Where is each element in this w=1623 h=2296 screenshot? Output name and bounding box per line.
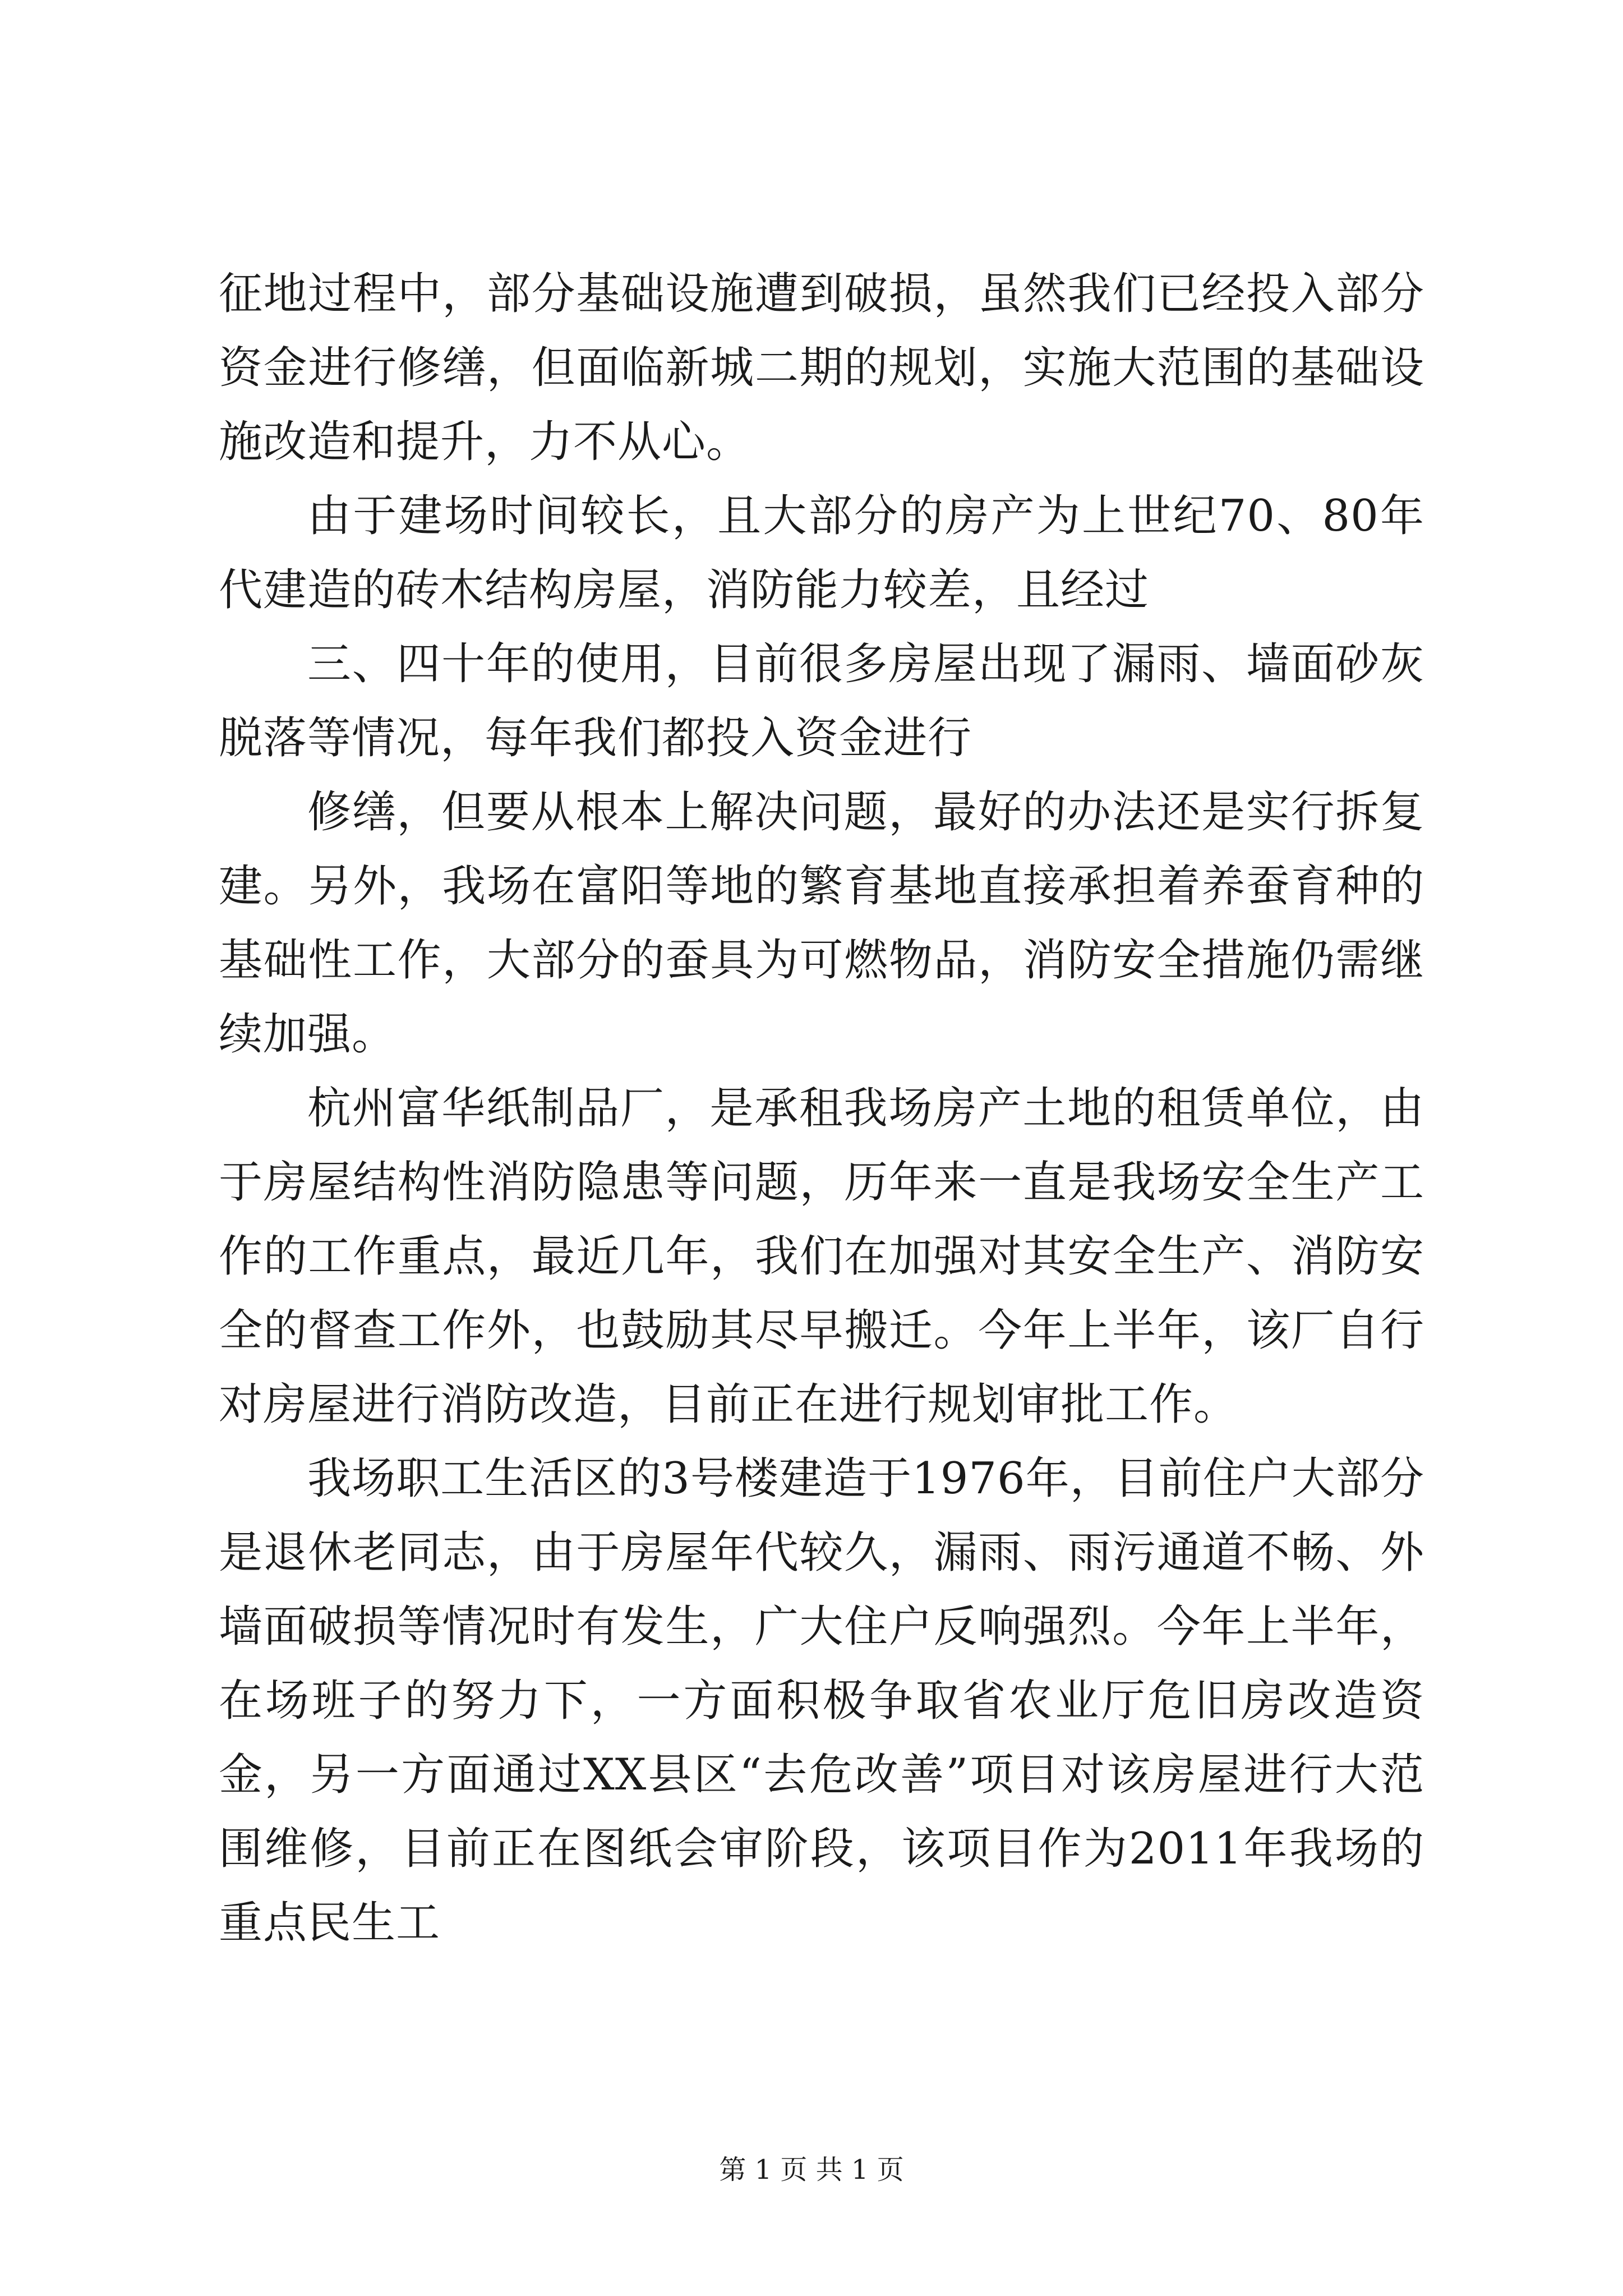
- paragraph: 我场职工生活区的3号楼建造于1976年，目前住户大部分是退休老同志，由于房屋年代较久，漏雨、雨污通道不畅、外墙面破损等情况时有发生，广大住户反响强烈。今年上半年，在场班子的努力下，一方面积极争取省农业厅危旧房改造资金，另一方面通过XX县区“去危改善”项目对该房屋进行大范围维修，目前正在图纸会审阶段，该项目作为2011年我场的重点民生工: [219, 1453, 1424, 1948]
- paragraph: 修缮，但要从根本上解决问题，最好的办法还是实行拆复建。另外，我场在富阳等地的繁育基地直接承担着养蚕育种的基础性工作，大部分的蚕具为可燃物品，消防安全措施仍需继续加强。: [219, 787, 1424, 1060]
- paragraph: 由于建场时间较长，且大部分的房产为上世纪70、80年代建造的砖木结构房屋，消防能力较差，且经过: [219, 491, 1424, 615]
- paragraph: 杭州富华纸制品厂，是承租我场房产土地的租赁单位，由于房屋结构性消防隐患等问题，历年来一直是我场安全生产工作的工作重点，最近几年，我们在加强对其安全生产、消防安全的督查工作外，也鼓励其尽早搬迁。今年上半年，该厂自行对房屋进行消防改造，目前正在进行规划审批工作。: [219, 1083, 1424, 1430]
- document-body: [219, 257, 1424, 1960]
- paragraph-continued: 征地过程中，部分基础设施遭到破损，虽然我们已经投入部分资金进行修缮，但面临新城二期的规划，实施大范围的基础设施改造和提升，力不从心。: [219, 269, 1424, 467]
- paragraph: 三、四十年的使用，目前很多房屋出现了漏雨、墙面砂灰脱落等情况，每年我们都投入资金进行: [219, 639, 1424, 763]
- page-footer: 第 1 页 共 1 页: [719, 2154, 904, 2185]
